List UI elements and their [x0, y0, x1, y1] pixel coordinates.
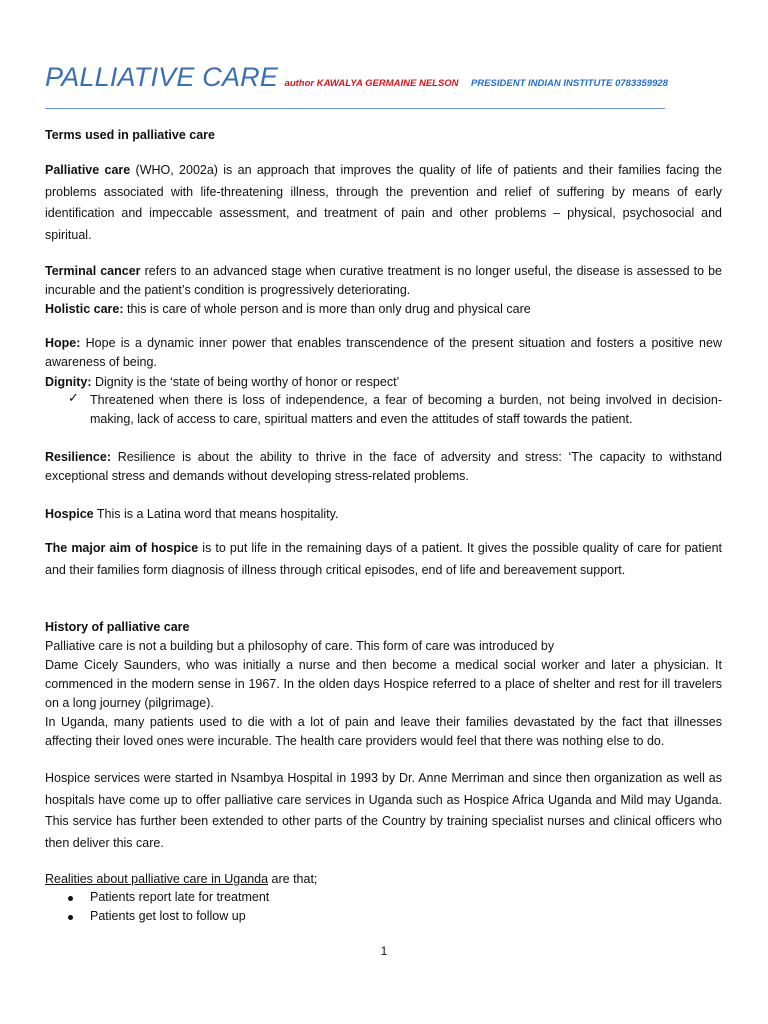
history-intro-line: Palliative care is not a building but a philosophy of care. This form of care was introduced by — [45, 639, 555, 653]
history-paragraph-uganda: In Uganda, many patients used to die with a lot of pain and leave their families devastated by the fact that illnesses affecting their loved ones were incurable. The health care providers would feel that there was nothing else to do. — [45, 715, 722, 748]
terms-heading: Terms used in palliative care — [45, 128, 215, 142]
history-paragraph-nsambya: Hospice services were started in Nsambya Hospital in 1993 by Dr. Anne Merriman and since then organization as well as hospitals have come up to offer palliative care services in Uganda such as Hospice Africa Uganda and Mild may Uganda. This service has further been extended to other parts of the Country by training specialist nurses and clinical officers who then deliver this care. — [45, 771, 722, 850]
realities-heading: Realities about palliative care in Uganda are that; — [45, 872, 318, 886]
document-header — [45, 62, 668, 93]
list-item: Patients report late for treatment — [90, 890, 270, 904]
term: Palliative care — [45, 163, 131, 177]
terminal-cancer-definition: Terminal cancer refers to an advanced stage when curative treatment is no longer useful, the disease is assessed to be incurable and the patient’s condition is progressively deteriorating. — [45, 264, 723, 297]
page-number: 1 — [380, 944, 388, 958]
dignity-definition: Dignity: Dignity is the ‘state of being worthy of honor or respect’ — [45, 375, 400, 389]
document-title: PALLIATIVE CARE — [45, 62, 279, 92]
hospice-definition: Hospice This is a Latina word that means hospitality. — [45, 507, 339, 521]
bullet-icon — [68, 915, 73, 920]
author-line: author KAWALYA GERMAINE NELSON — [284, 78, 459, 89]
bullet-icon — [68, 896, 73, 901]
history-heading: History of palliative care — [45, 620, 190, 634]
dignity-threat-item: Threatened when there is loss of independence, a fear of becoming a burden, not being involved in decision-making, lack of access to care, spiritual matters and even the attitudes of staff towards the patient. — [90, 393, 722, 426]
history-paragraph-saunders: Dame Cicely Saunders, who was initially a nurse and then become a medical social worker and later a physician. It commenced in the modern sense in 1967. In the olden days Hospice referred to a place of shelter and rest for ill travelers on a long journey (pilgrimage). — [45, 658, 722, 710]
check-icon: ✓ — [68, 390, 79, 405]
palliative-care-definition: Palliative care (WHO, 2002a) is an approach that improves the quality of life of patients and their families facing the problems associated with life-threatening illness, through the prevention and relief of suffering by means of early identification and impeccable assessment, and treatment of pain and other problems – physical, psychosocial and spiritual. — [45, 163, 722, 242]
list-item: Patients get lost to follow up — [90, 909, 246, 923]
president-line: PRESIDENT INDIAN INSTITUTE 0783359928 — [471, 78, 668, 89]
header-rule — [45, 108, 665, 109]
holistic-care-definition: Holistic care: this is care of whole person and is more than only drug and physical care — [45, 302, 531, 316]
resilience-definition: Resilience: Resilience is about the ability to thrive in the face of adversity and stress: ‘The capacity to withstand exceptional stress and demands without developing stress-related problems. — [45, 450, 722, 483]
hope-definition: Hope: Hope is a dynamic inner power that enables transcendence of the present situation and fosters a positive new awareness of being. — [45, 336, 722, 369]
hospice-aim-paragraph: The major aim of hospice is to put life in the remaining days of a patient. It gives the possible quality of care for patient and their families form diagnosis of illness through critical episodes, end of life and bereavement support. — [45, 541, 722, 577]
